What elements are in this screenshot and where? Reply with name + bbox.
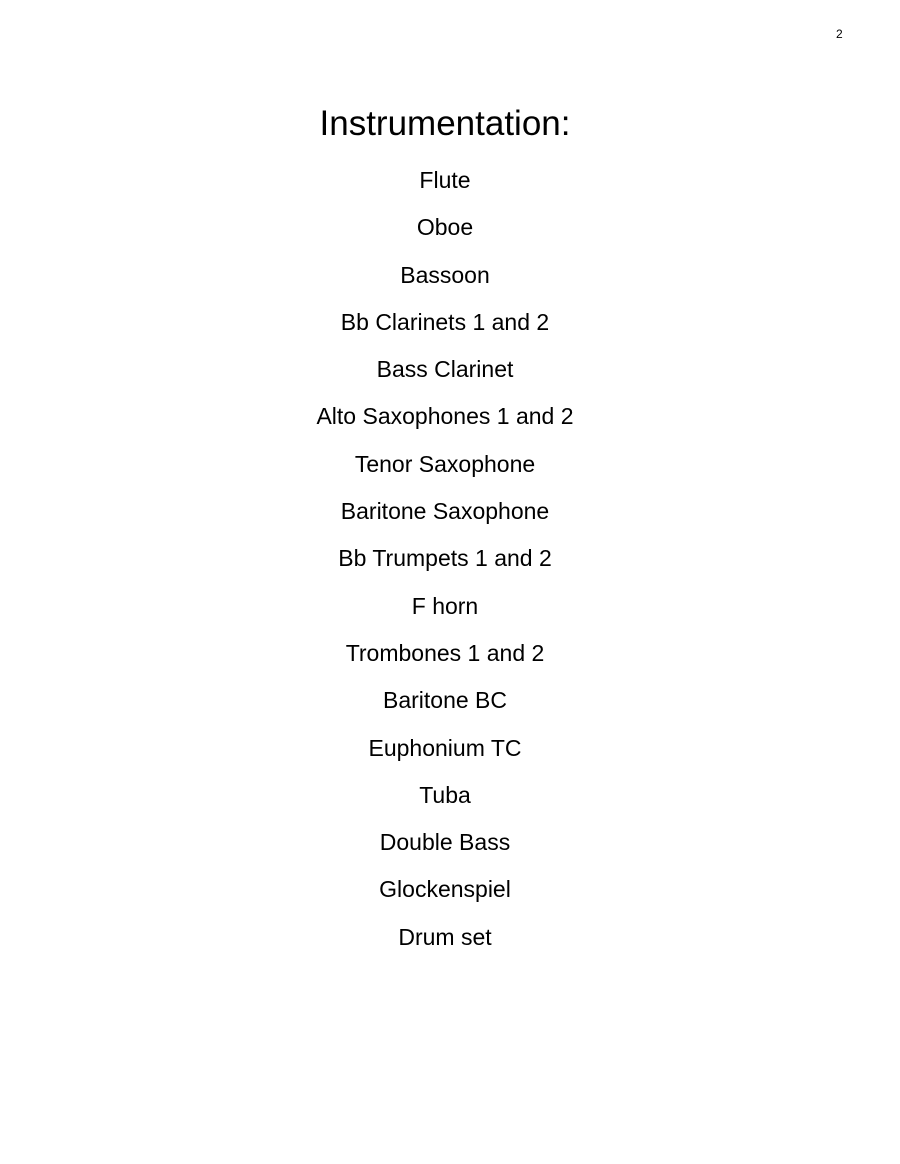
list-item: Alto Saxophones 1 and 2 [316,403,574,430]
list-item: Tenor Saxophone [354,450,536,477]
list-item: Oboe [416,214,474,241]
list-item: Trombones 1 and 2 [345,639,545,666]
list-item: Euphonium TC [368,734,522,761]
list-item: Tuba [419,781,471,808]
page-number: 2 [836,27,843,41]
list-item: Baritone Saxophone [340,498,550,525]
list-item: Bassoon [400,261,490,288]
list-item: Bb Clarinets 1 and 2 [340,308,550,335]
list-item: F horn [411,592,479,619]
page-title: Instrumentation: [319,104,571,143]
list-item: Bb Trumpets 1 and 2 [338,545,552,572]
list-item: Bass Clarinet [376,356,514,383]
list-item: Drum set [398,923,492,950]
list-item: Baritone BC [382,687,507,714]
instrument-list [0,164,890,968]
list-item: Double Bass [379,829,511,856]
list-item: Glockenspiel [379,876,511,903]
list-item: Flute [419,167,471,193]
